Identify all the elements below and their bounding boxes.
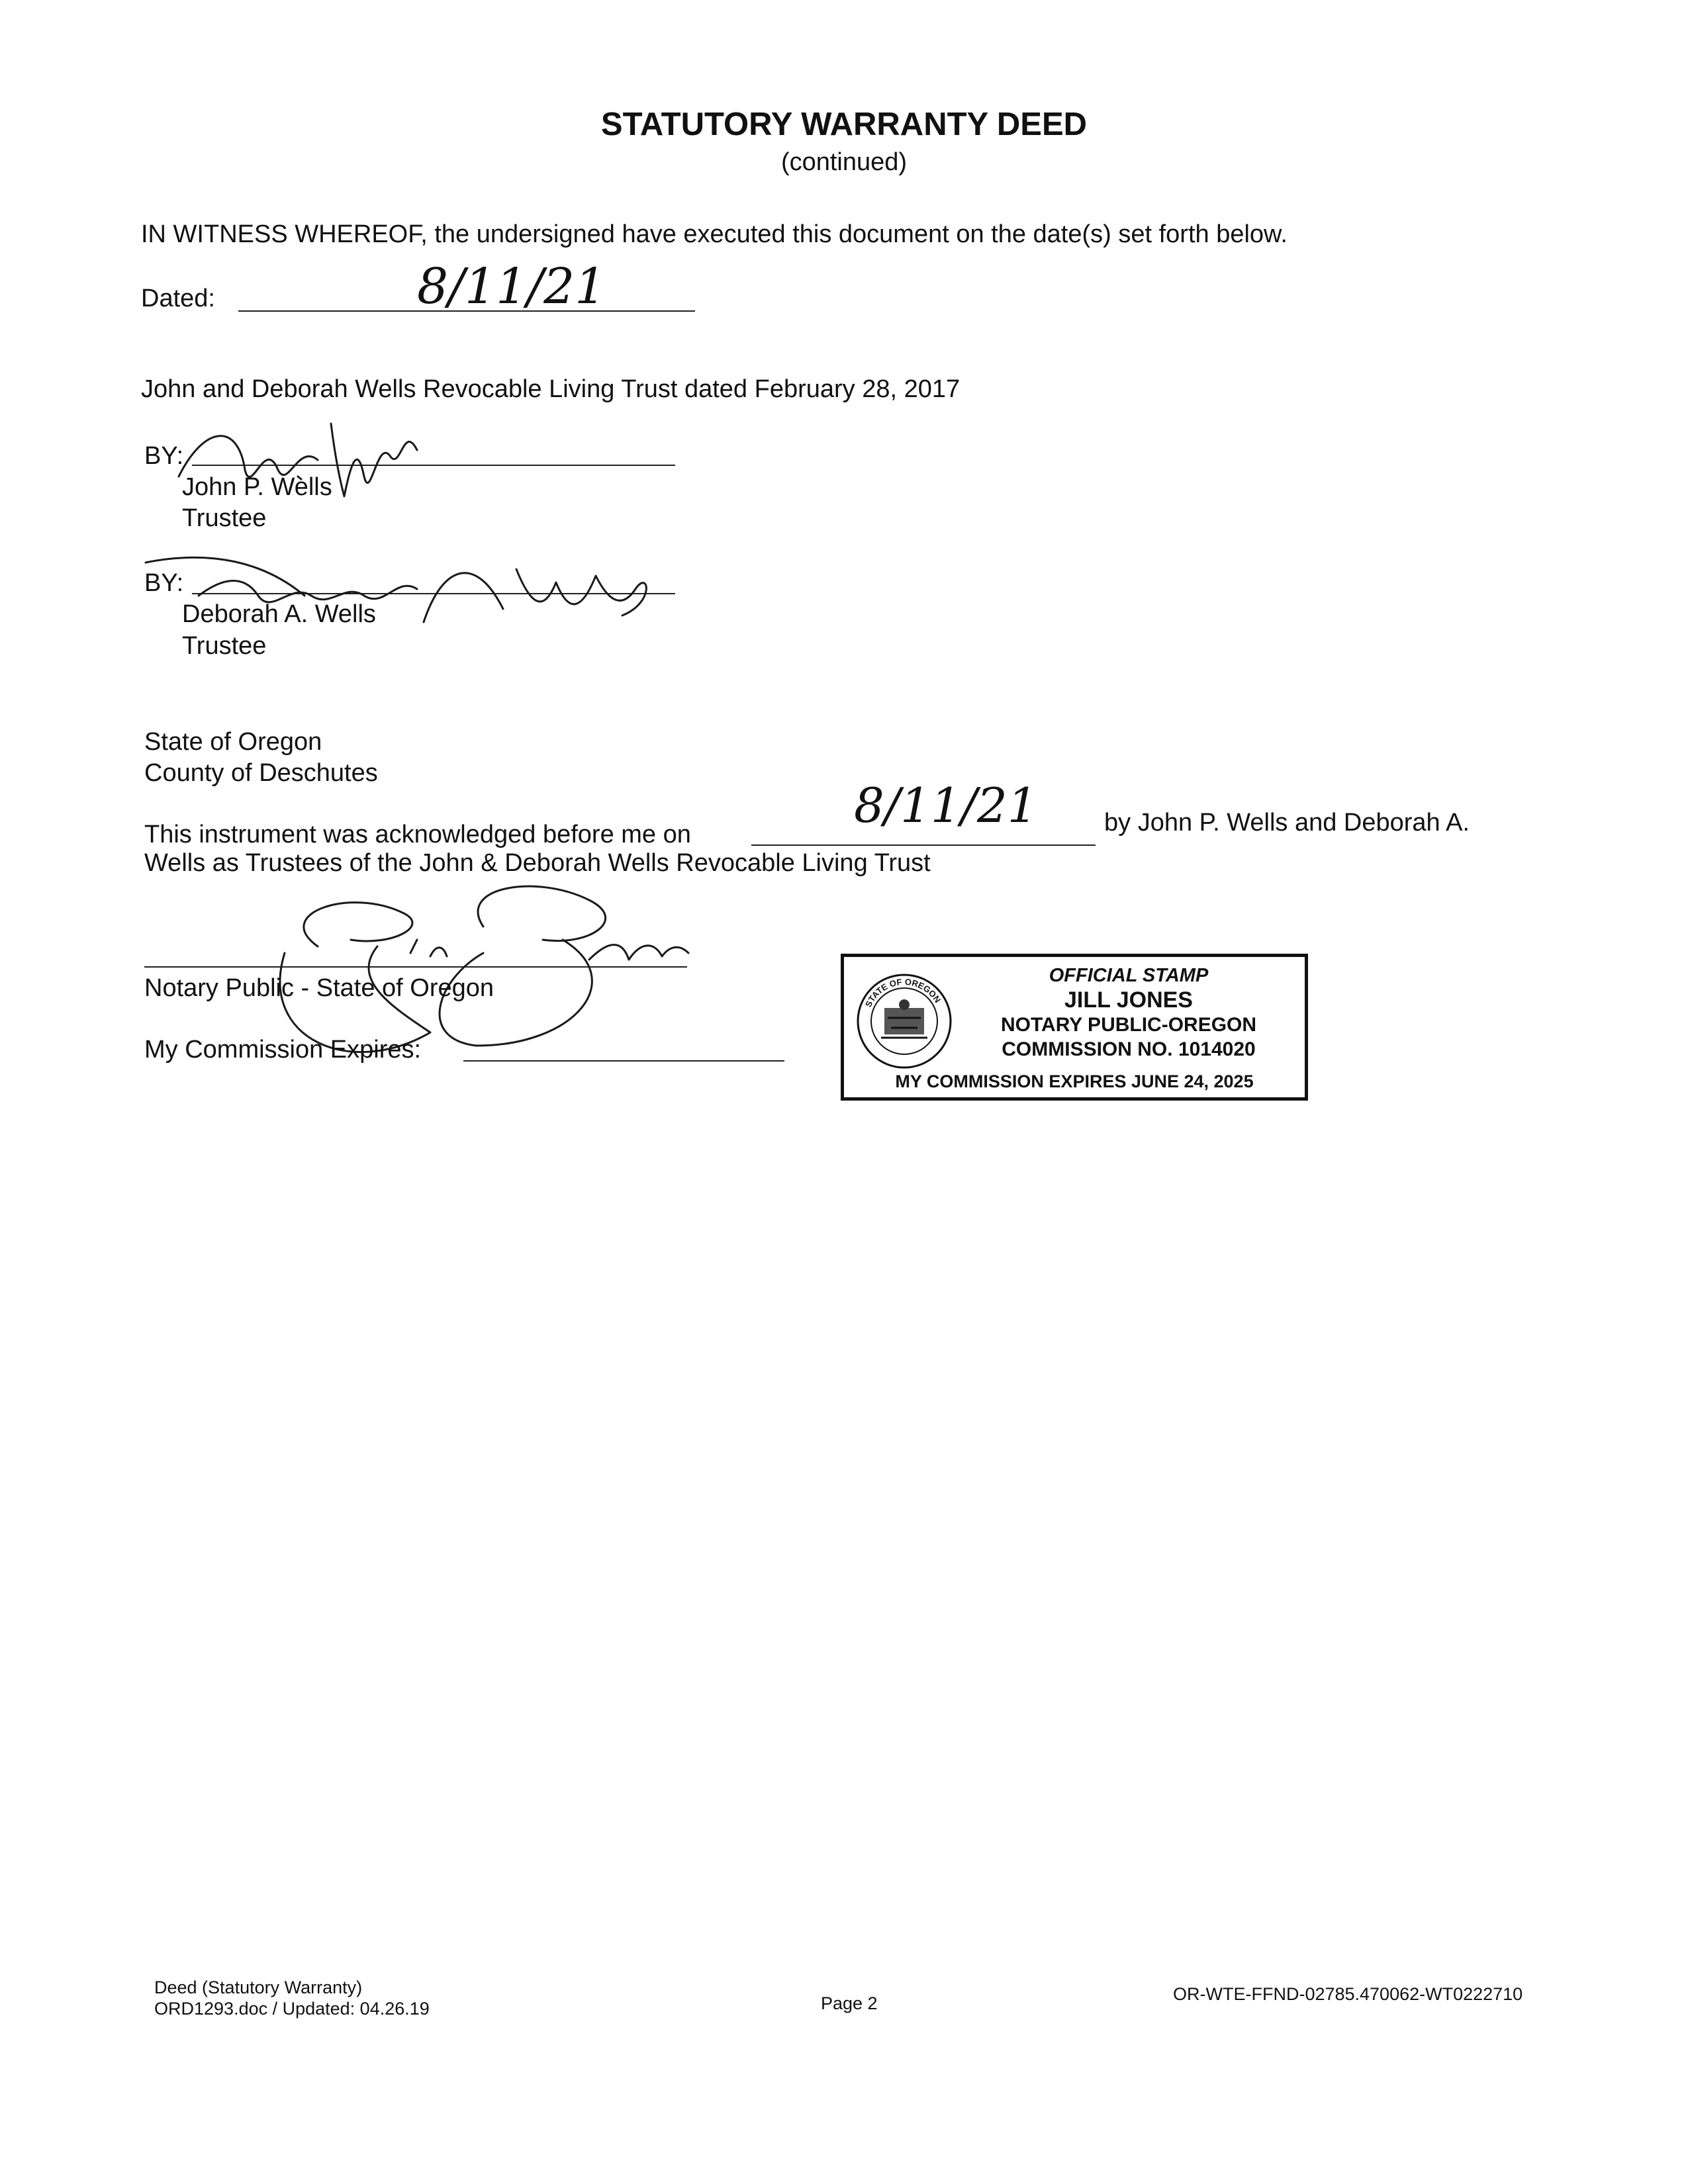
signer-2-by-label: BY: (144, 569, 184, 597)
acknowledgment-handwritten-date: 8/11/21 (854, 778, 1038, 833)
document-title: STATUTORY WARRANTY DEED (600, 107, 1088, 142)
footer-document-id: OR-WTE-FFND-02785.470062-WT0222710 (1173, 1984, 1523, 2004)
dated-label: Dated: (141, 285, 215, 312)
stamp-notary-name: JILL JONES (1064, 987, 1193, 1013)
acknowledgment-date-line (751, 844, 1096, 846)
stamp-heading: OFFICIAL STAMP (1049, 965, 1209, 986)
official-notary-stamp (841, 954, 1308, 1101)
notary-label: Notary Public - State of Oregon (144, 974, 494, 1002)
acknowledgment-line2: Wells as Trustees of the John & Deborah Wells Revocable Living Trust (144, 849, 931, 877)
witness-statement: IN WITNESS WHEREOF, the undersigned have executed this document on the date(s) set forth below. (141, 220, 1288, 248)
commission-label: My Commission Expires: (144, 1036, 422, 1064)
stamp-expires: MY COMMISSION EXPIRES JUNE 24, 2025 (895, 1071, 1254, 1091)
document-subtitle: (continued) (780, 148, 908, 176)
signer-1-by-label: BY: (144, 442, 184, 470)
venue-county: County of Deschutes (144, 759, 378, 787)
trust-name: John and Deborah Wells Revocable Living Trust dated February 28, 2017 (141, 375, 961, 403)
signer-2-role: Trustee (182, 632, 267, 660)
signer-1-name: John P. Wells (182, 473, 332, 501)
venue-state: State of Oregon (144, 728, 322, 756)
stamp-line2: COMMISSION NO. 1014020 (1002, 1038, 1256, 1060)
state-seal-icon (855, 972, 954, 1071)
acknowledgment-suffix: by John P. Wells and Deborah A. (1104, 809, 1470, 837)
signer-1-role: Trustee (182, 504, 267, 532)
dated-handwritten-value: 8/11/21 (417, 258, 606, 315)
footer-page-number: Page 2 (821, 1993, 878, 2013)
acknowledgment-prefix: This instrument was acknowledged before me on (144, 821, 691, 848)
stamp-line1: NOTARY PUBLIC-OREGON (1000, 1014, 1257, 1036)
footer-form-name: Deed (Statutory Warranty) (154, 1978, 363, 1997)
seal-text: STATE OF OREGON (863, 976, 943, 1009)
commission-line (463, 1060, 784, 1062)
signer-2-name: Deborah A. Wells (182, 600, 376, 628)
footer-form-code: ORD1293.doc / Updated: 04.26.19 (154, 1999, 430, 2019)
